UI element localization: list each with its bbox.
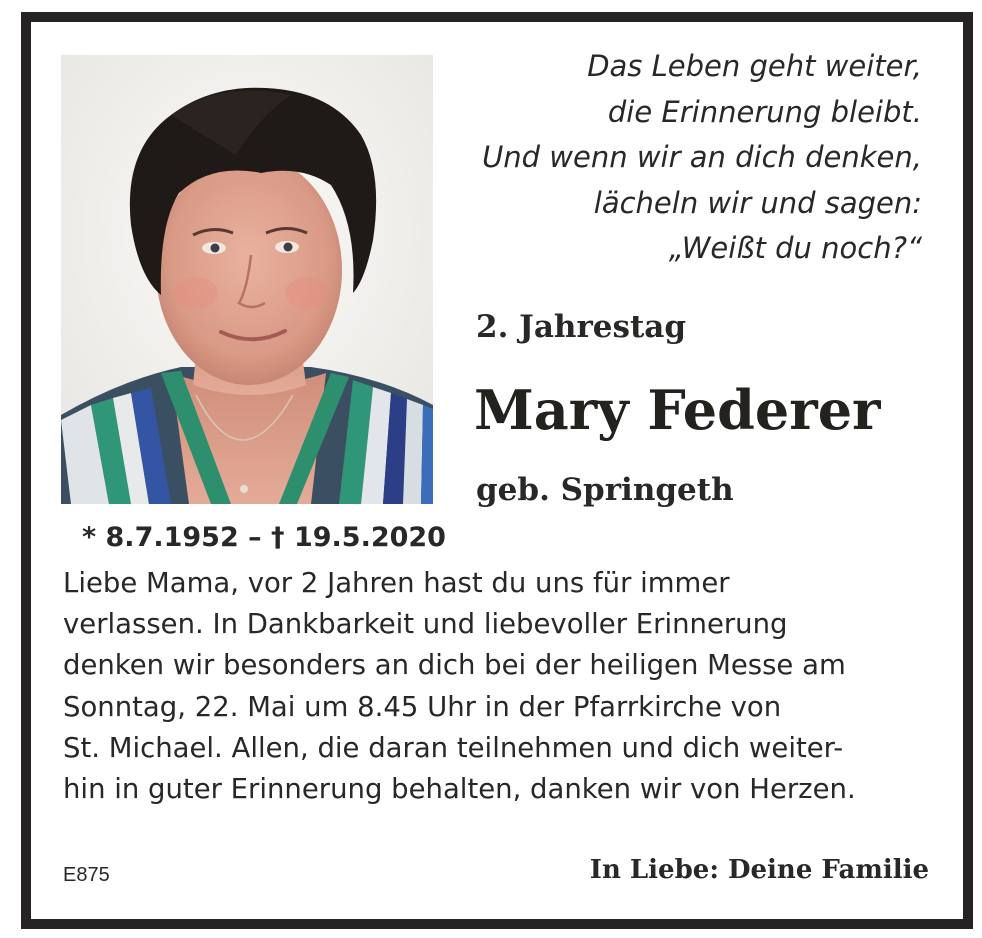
poem-line: die Erinnerung bleibt. [607, 94, 922, 129]
message-line: denken wir besonders an dich bei der heiligen Messe am [63, 649, 846, 682]
poem-line: Und wenn wir an dich denken, [482, 140, 922, 174]
ad-code: E875 [63, 864, 110, 886]
poem-line: lächeln wir und sagen: [593, 185, 922, 220]
birth-name: geb. Springeth [476, 472, 734, 508]
portrait-illustration [61, 55, 433, 504]
memorial-message [63, 563, 943, 810]
message-line: St. Michael. Allen, die daran teilnehmen und dich weiter- [63, 731, 844, 764]
message-line: hin in guter Erinnerung behalten, danken wir von Herzen. [63, 773, 856, 806]
anniversary-heading: 2. Jahrestag [476, 309, 687, 345]
poem-line: „Weißt du noch?“ [668, 231, 922, 265]
message-line: Liebe Mama, vor 2 Jahren hast du uns für immer [63, 567, 730, 599]
poem-line: Das Leben geht weiter, [587, 49, 922, 83]
memorial-poem [462, 44, 922, 272]
message-line: verlassen. In Dankbarkeit und liebevoller Erinnerung [63, 608, 788, 641]
deceased-name: Mary Federer [474, 378, 881, 442]
life-dates: * 8.7.1952 – † 19.5.2020 [82, 522, 446, 553]
portrait-photo [61, 55, 433, 504]
message-line: Sonntag, 22. Mai um 8.45 Uhr in der Pfarrkirche von [63, 690, 782, 723]
family-signature: In Liebe: Deine Familie [589, 855, 929, 885]
